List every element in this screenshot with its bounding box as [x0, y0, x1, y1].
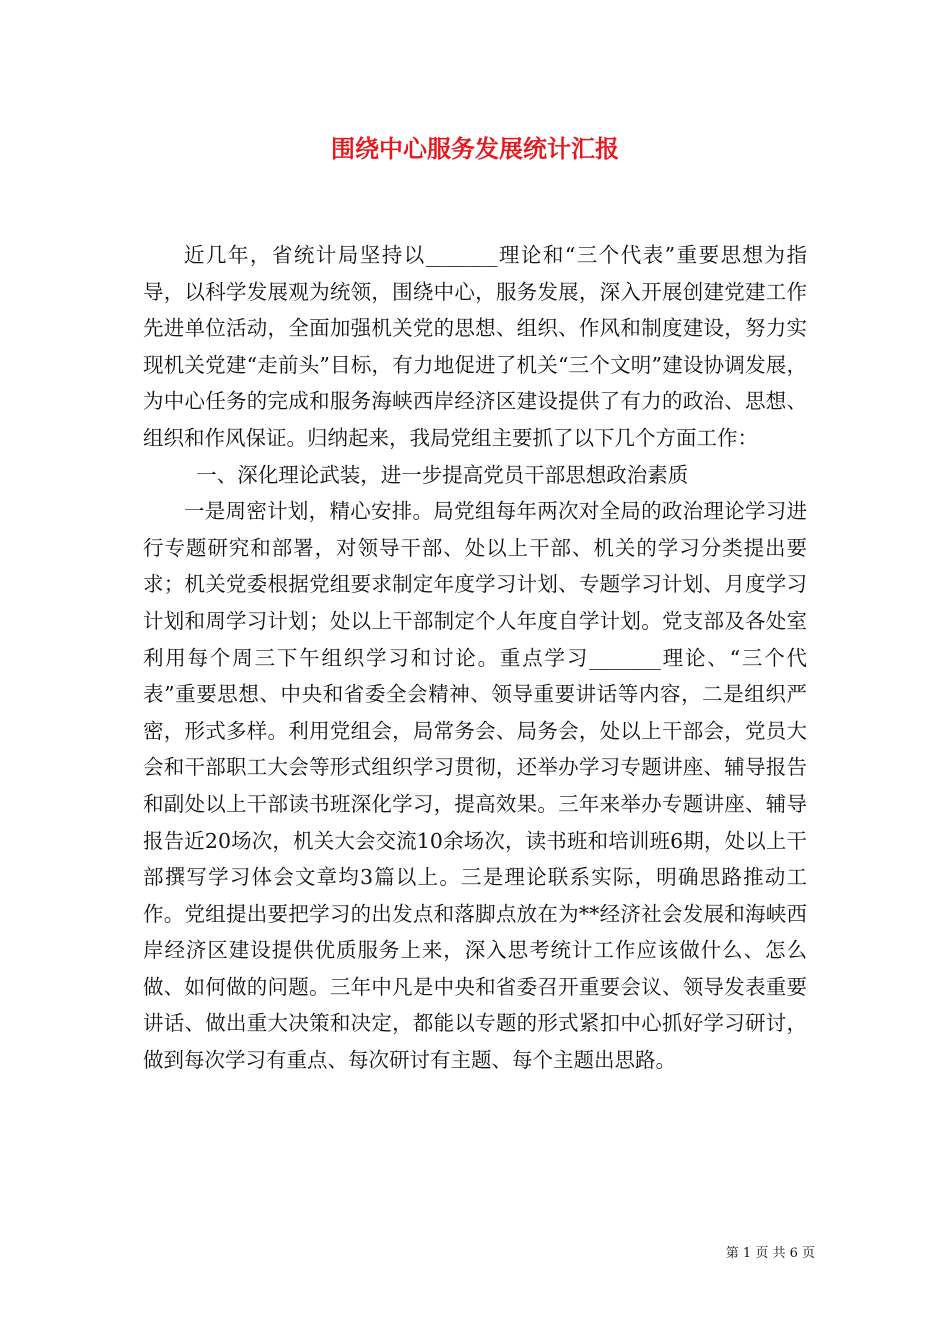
intro-paragraph: 近几年，省统计局坚持以_______理论和“三个代表”重要思想为指导，以科学发展观为统领，围绕中心，服务发展，深入开展创建党建工作先进单位活动，全面加强机关党的思想、组织、作风和制度建设，努力实现机关党建“走前头”目标，有力地促进了机关“三个文明”建设协调发展，为中心任务的完成和服务海峡西岸经济区建设提供了有力的政治、思想、组织和作风保证。归纳起来，我局党组主要抓了以下几个方面工作： — [143, 243, 807, 450]
document-body — [143, 237, 807, 1079]
section-heading: 一、深化理论武装，进一步提高党员干部思想政治素质 — [196, 462, 689, 487]
document-title: 围绕中心服务发展统计汇报 — [331, 134, 619, 163]
section-paragraph: 一是周密计划，精心安排。局党组每年两次对全局的政治理论学习进行专题研究和部署，对领导干部、处以上干部、机关的学习分类提出要求；机关党委根据党组要求制定年度学习计划、专题学习计划、月度学习计划和周学习计划；处以上干部制定个人年度自学计划。党支部及各处室利用每个周三下午组织学习和讨论。重点学习_______理论、“三个代表”重要思想、中央和省委全会精神、领导重要讲话等内容，二是组织严密，形式多样。利用党组会，局常务会、局务会，处以上干部会，党员大会和干部职工大会等形式组织学习贯彻，还举办学习专题讲座、辅导报告和副处以上干部读书班深化学习，提高效果。三年来举办专题讲座、辅导报告近20场次，机关大会交流10余场次，读书班和培训班6期，处以上干部撰写学习体会文章均3篇以上。三是理论联系实际，明确思路推动工作。党组提出要把学习的出发点和落脚点放在为**经济社会发展和海峡西岸经济区建设提供优质服务上来，深入思考统计工作应该做什么、怎么做、如何做的问题。三年中凡是中央和省委召开重要会议、领导发表重要讲话、做出重大决策和决定，都能以专题的形式紧扣中心抓好学习研讨，做到每次学习有重点、每次研讨有主题、每个主题出思路。 — [143, 499, 807, 1073]
page-footer: 第 1 页 共 6 页 — [725, 1246, 815, 1261]
